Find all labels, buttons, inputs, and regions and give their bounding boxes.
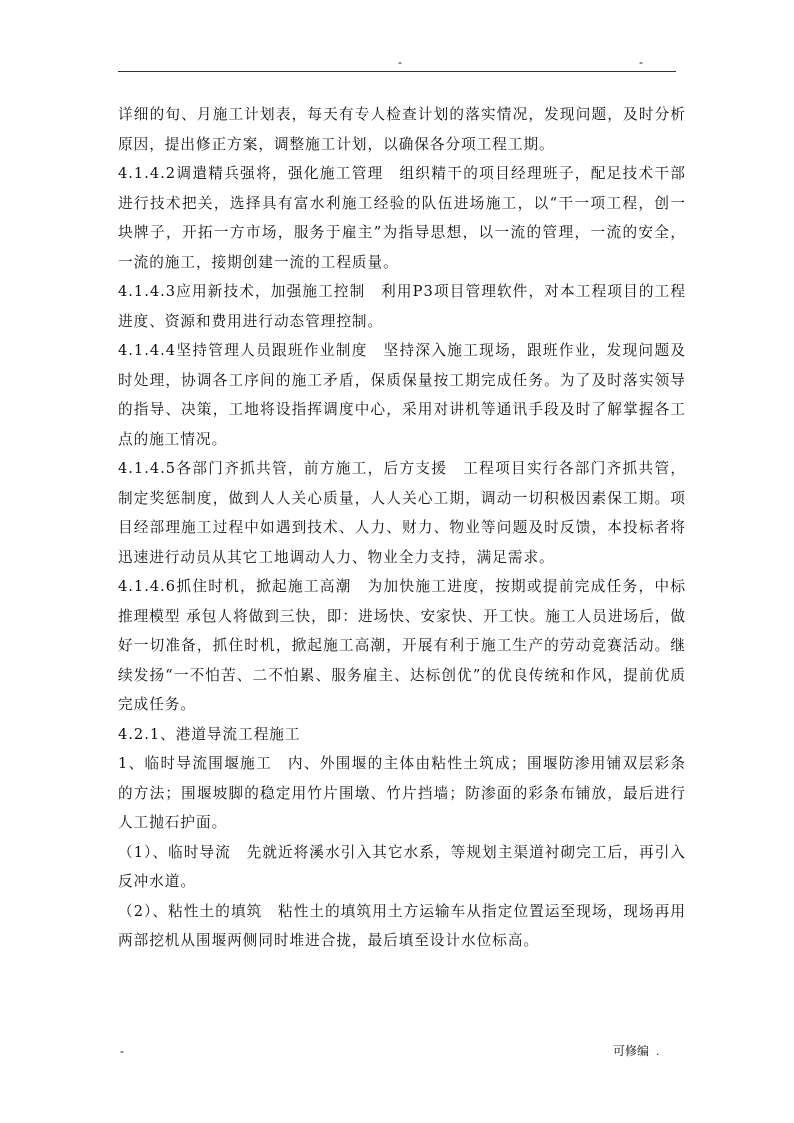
header-mark-left: -: [398, 55, 402, 69]
header-mark-right: -: [639, 55, 643, 69]
paragraph-4-1-4-5: 4.1.4.5各部门齐抓共管，前方施工，后方支援 工程项目实行各部门齐抓共管，制定奖惩制度，做到人人关心质量，人人关心工期，调动一切积极因素保工期。项目经部理施工过程中如遇到技术、人力、财力、物业等问题及时反馈，本投标者将迅速进行动员从其它工地调动人力、物业全力支持，满足需求。: [118, 460, 686, 566]
footer-mark-right: .: [656, 1044, 660, 1058]
footer-mark-left: -: [120, 1044, 124, 1058]
paragraph-4-1-4-3: 4.1.4.3应用新技术，加强施工控制 利用P3项目管理软件，对本工程项目的工程进度、资源和费用进行动态管理控制。: [118, 283, 686, 330]
paragraph-cofferdam: 1、临时导流围堰施工 内、外围堰的主体由粘性土筑成；围堰防渗用铺双层彩条的方法；围堰坡脚的稳定用竹片围墩、竹片挡墙；防渗面的彩条布铺放，最后进行人工抛石护面。: [118, 755, 686, 831]
document-body: [118, 100, 686, 956]
paragraph-4-1-4-4: 4.1.4.4坚持管理人员跟班作业制度 坚持深入施工现场，跟班作业，发现问题及时处理，协调各工序间的施工矛盾，保质保量按工期完成任务。为了及时落实领导的指导、决策，工地将设指挥调度中心，采用对讲机等通讯手段及时了解掌握各工点的施工情况。: [118, 342, 686, 448]
paragraph-4-1-4-6: 4.1.4.6抓住时机，掀起施工高潮 为加快施工进度，按期或提前完成任务，中标推理模型 承包人将做到三快，即：进场快、安家快、开工快。施工人员进场后，做好一切准备，抓住时机，掀起施工高潮，开展有利于施工生产的劳动竞赛活动。继续发扬“一不怕苦、二不怕累、服务雇主、达标创优”的优良传统和作风，提前优质完成任务。: [118, 578, 686, 713]
paragraph-temporary-diversion: （1）、临时导流 先就近将溪水引入其它水系，等规划主渠道衬砌完工后，再引入反冲水道。: [118, 843, 686, 890]
paragraph-4-1-4-2: 4.1.4.2调遣精兵强将，强化施工管理 组织精干的项目经理班子，配足技术干部进行技术把关，选择具有富水利施工经验的队伍进场施工，以“干一项工程，创一块牌子，开拓一方市场，服务于雇主”为指导思想，以一流的管理，一流的安全，一流的施工，接期创建一流的工程质量。: [118, 165, 686, 271]
header-rule: [118, 71, 676, 72]
footer-label: 可修编: [613, 1044, 650, 1058]
paragraph-schedule: 详细的旬、月施工计划表，每天有专人检查计划的落实情况，发现问题，及时分析原因，提出修正方案，调整施工计划，以确保各分项工程工期。: [118, 106, 686, 153]
section-heading-4-2-1: 4.2.1、港道导流工程施工: [118, 725, 301, 743]
paragraph-clay-filling: （2）、粘性土的填筑 粘性土的填筑用土方运输车从指定位置运至现场，现场再用两部挖机从围堰两侧同时堆进合拢，最后填至设计水位标高。: [118, 902, 686, 949]
